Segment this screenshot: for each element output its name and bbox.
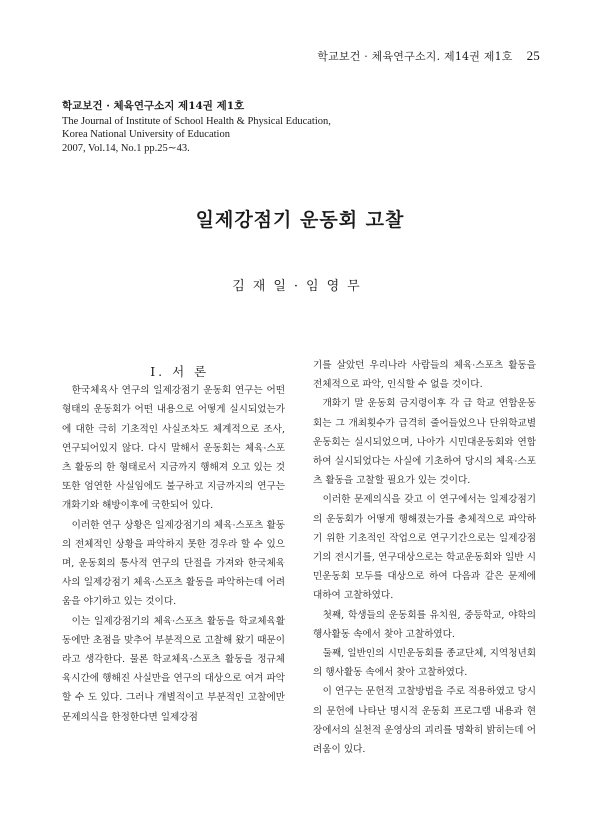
running-header-journal: 학교보건 · 체육연구소지. 제14권 제1호: [317, 50, 513, 63]
paragraph: 이 연구는 문헌적 고찰방법을 주로 적용하였고 당시의 문헌에 나타난 명시적 운동회 프로그램 내용과 현장에서의 실천적 운영상의 괴리를 명확히 밝히는데 어려움이 있다.: [313, 686, 536, 756]
paragraph: 기를 살았던 우리나라 사람들의 체육·스포츠 활동을 전체적으로 파악, 인식할 수 없을 것이다.: [313, 360, 536, 391]
paragraph: 이는 일제강점기의 체육·스포츠 활동을 학교체육활동에만 초점을 맞추어 부분적으로 고찰해 왔기 때문이라고 생각한다. 물론 학교체육·스포츠 활동을 정규체육시간에 행해진 사실만을 연구의 대상으로 여겨 파악할 수 도 있다. 그러나 개별적이고 부분적인 고찰에만 문제의식을 한정한다면 일제강점: [62, 615, 285, 723]
running-header: [317, 48, 540, 64]
paper-title: 일제강점기 운동회 고찰: [195, 209, 405, 231]
paragraph: 한국체육사 연구의 일제강점기 운동회 연구는 어떤 형태의 운동회가 어떤 내용으로 어떻게 실시되었는가에 대한 극히 기초적인 사실조차도 체계적으로 조사, 연구되어있지 않다. 다시 말해서 운동회는 체육·스포츠 활동의 한 형태로서 지금까지 행해져 오고 있는 것 또한 엄연한 사실임에도 불구하고 지금까지의 연구는 개화기와 해방이후에 국한되어 있다.: [62, 385, 285, 512]
paragraph: 이러한 연구 상황은 일제강점기의 체육·스포츠 활동의 전체적인 상황을 파악하지 못한 경우라 할 수 있으며, 운동회의 통사적 연구의 단절을 가져와 한국체육사의 일제강점기 체육·스포츠 활동을 파악하는데 어려움을 야기하고 있는 것이다.: [62, 519, 285, 608]
citation-korean: 학교보건 · 체육연구소지 제14권 제1호: [62, 100, 245, 112]
citation-english-line3: 2007, Vol.14, No.1 pp.25∼43.: [62, 142, 190, 154]
paragraph: 첫째, 학생들의 운동회를 유치원, 중등학교, 야학의 행사활동 속에서 찾아 고찰하였다.: [313, 609, 536, 640]
citation-english-line2: Korea National University of Education: [62, 129, 230, 140]
section-heading: Ⅰ. 서 론: [150, 364, 210, 379]
paper-authors: 김재일·임영무: [232, 279, 368, 294]
page-number: 25: [526, 48, 540, 63]
paragraph: 개화기 말 운동회 금지령이후 각 급 학교 연합운동회는 그 개최횟수가 급격히 줄어들었으나 단위학교별 운동회는 실시되었으며, 나아가 시민대운동회와 연합하여 실시되었다는 사실에 기초하여 당시의 체육·스포츠 활동을 고찰할 필요가 있는 것이다.: [313, 398, 536, 487]
left-column: [62, 362, 285, 727]
paragraph: 둘째, 일반인의 시민운동회를 종교단체, 지역청년회의 행사활동 속에서 찾아 고찰하였다.: [313, 648, 536, 679]
citation-block: [62, 100, 331, 155]
citation-english-line1: The Journal of Institute of School Health & Physical Education,: [62, 115, 331, 127]
paragraph: 이러한 문제의식을 갖고 이 연구에서는 일제강점기의 운동회가 어떻게 행해졌는가를 총체적으로 파악하기 위한 기초적인 작업으로 연구기간으로는 일제강점기의 전시기를, 연구대상으로는 학교운동회와 일반 시민운동회 모두를 대상으로 하여 다음과 같은 문제에 대하여 고찰하였다.: [313, 494, 536, 602]
right-column: [313, 356, 536, 759]
